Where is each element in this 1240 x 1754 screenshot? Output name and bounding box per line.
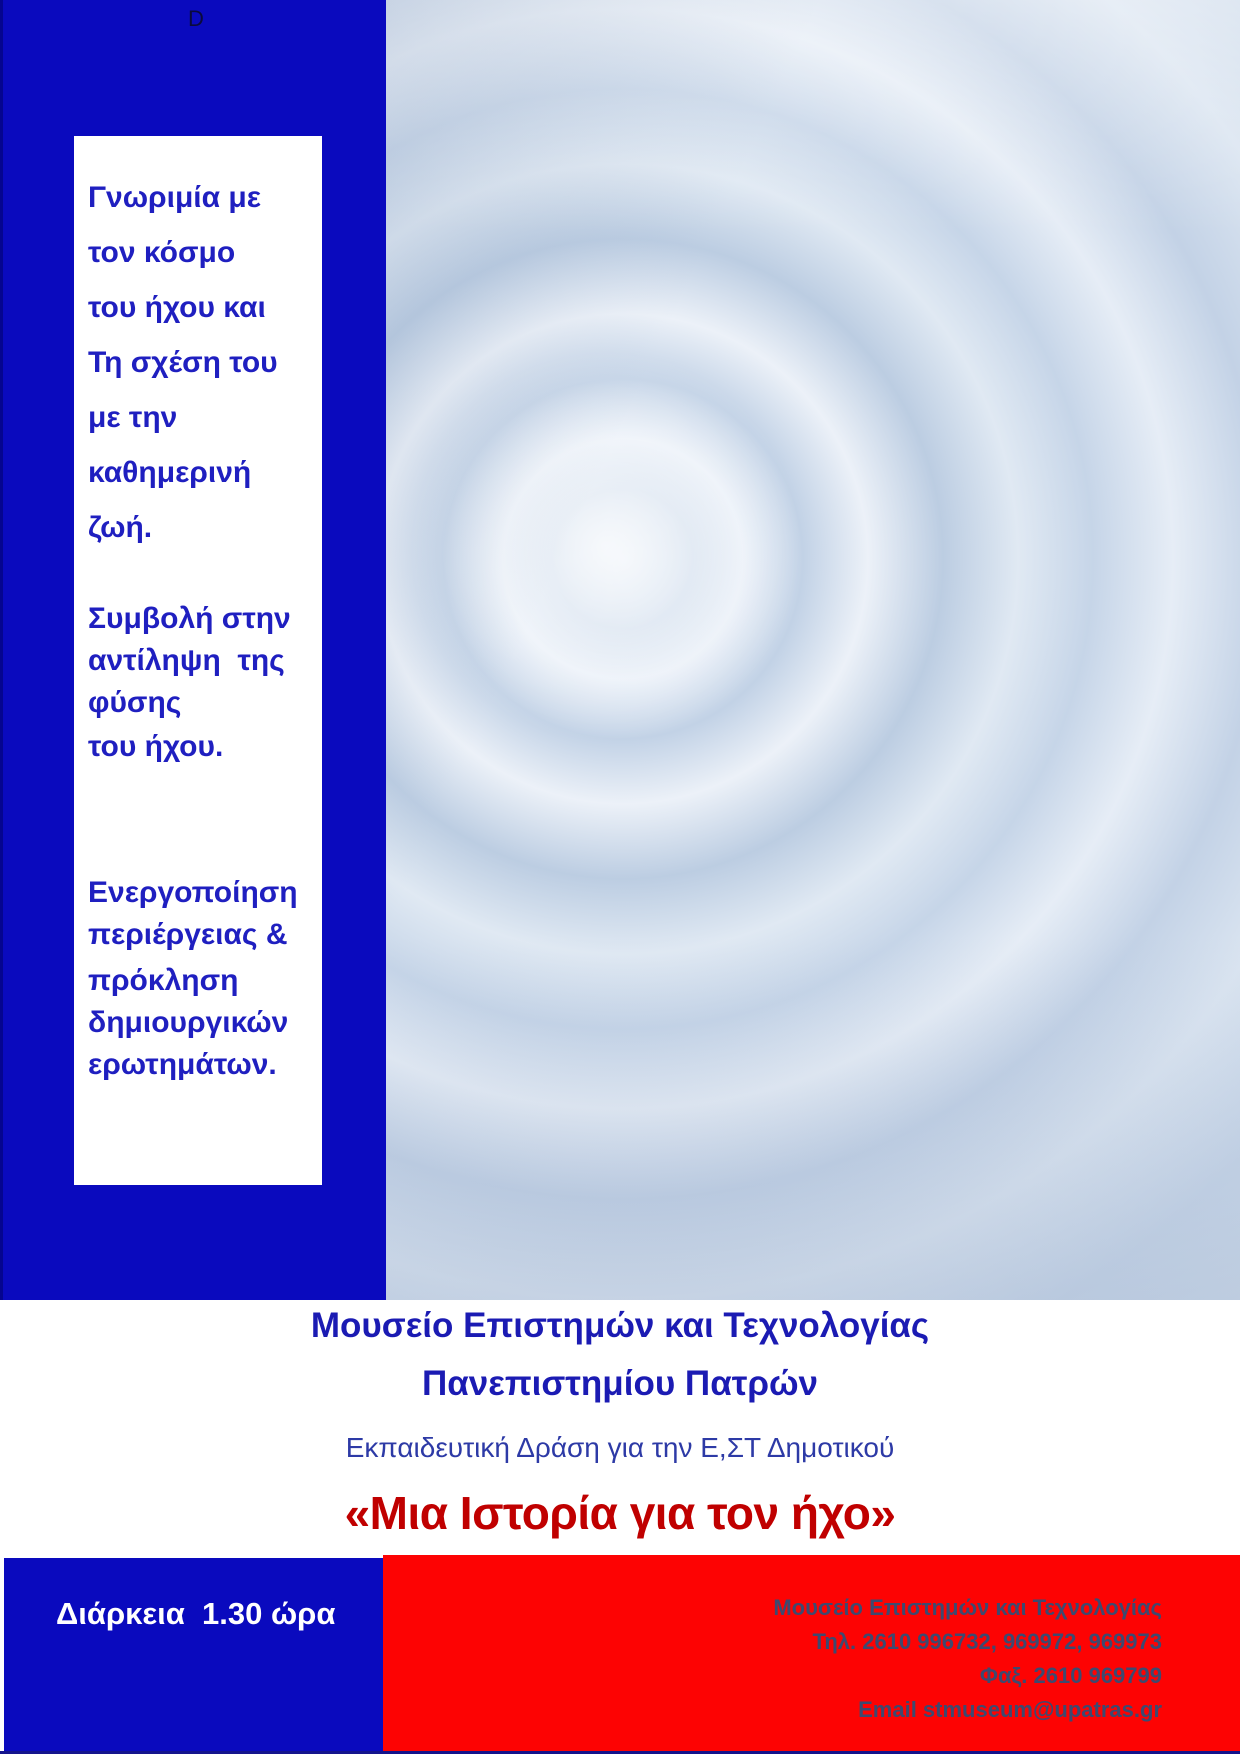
museum-name-line2: Πανεπιστημίου Πατρών	[421, 1364, 819, 1403]
contact-fax: Φαξ. 2610 969799	[979, 1663, 1162, 1688]
objective-line: του ήχου και	[88, 291, 266, 324]
objective-line: Γνωριμία με	[88, 181, 262, 214]
water-ripple-image	[383, 0, 1240, 1300]
contact-phone: Τηλ. 2610 996732, 969972, 969973	[812, 1629, 1162, 1654]
objective-line: ερωτημάτων.	[88, 1048, 277, 1081]
objective-line: δημιουργικών	[88, 1006, 289, 1039]
contact-name: Μουσείο Επιστημών και Τεχνολογίας	[773, 1595, 1162, 1620]
objective-line: καθημερινή	[88, 456, 252, 489]
objective-line: αντίληψη της	[88, 644, 285, 677]
objective-line: τον κόσμο	[88, 236, 236, 269]
duration-text: Διάρκεια 1.30 ώρα	[56, 1596, 336, 1631]
water-ripple-shading	[383, 0, 1240, 1300]
objective-line: με την	[88, 401, 178, 434]
footer-contact-band	[383, 1555, 1240, 1754]
activity-title: «Μια Ιστορία για τον ήχο»	[344, 1487, 896, 1539]
objectives-card	[74, 136, 322, 1185]
objective-line: ζωή.	[88, 511, 153, 544]
objective-line: πρόκληση	[88, 964, 239, 997]
objective-line: Ενεργοποίηση	[88, 876, 298, 909]
footer-duration-band	[4, 1558, 383, 1754]
objective-line: φύσης	[88, 686, 182, 719]
stray-letter: D	[188, 6, 204, 31]
objective-line: Τη σχέση του	[88, 346, 278, 379]
objective-line: του ήχου.	[88, 730, 224, 763]
objective-line: Συμβολή στην	[88, 602, 291, 635]
museum-name-line1: Μουσείο Επιστημών και Τεχνολογίας	[310, 1306, 930, 1345]
contact-email: Email stmuseum@upatras.gr	[858, 1697, 1162, 1722]
left-blue-band	[0, 0, 386, 1300]
activity-subtitle: Εκπαιδευτική Δράση για την Ε,ΣΤ Δημοτικού	[345, 1432, 895, 1463]
objective-line: περιέργειας &	[88, 918, 288, 951]
